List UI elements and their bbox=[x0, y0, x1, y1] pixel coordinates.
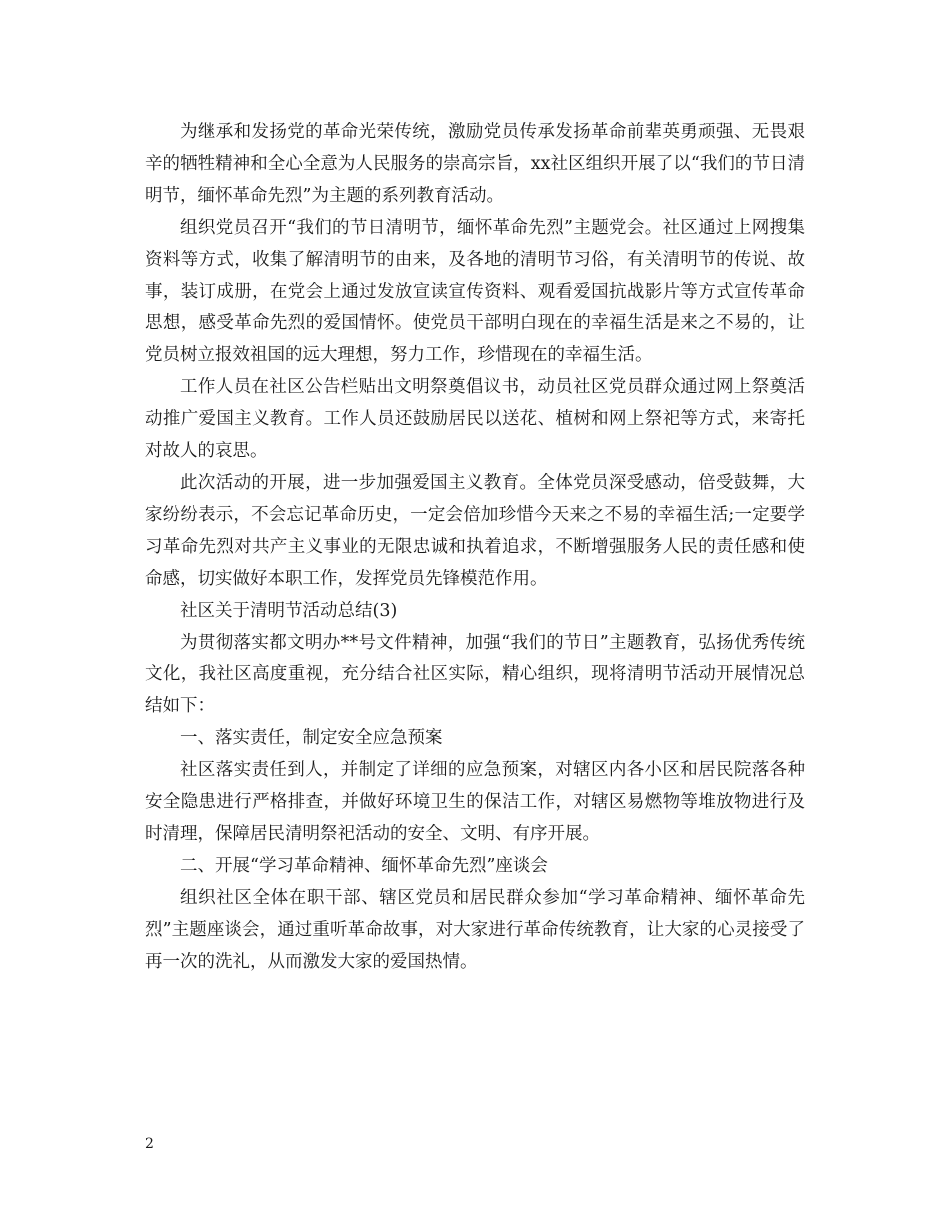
paragraph-summary-intro: 为贯彻落实都文明办**号文件精神，加强“我们的节日”主题教育，弘扬优秀传统文化，我社区高度重视，充分结合社区实际，精心组织，现将清明节活动开展情况总结如下： bbox=[145, 632, 805, 717]
paragraph-activity-effect: 此次活动的开展，进一步加强爱国主义教育。全体党员深受感动，倍受鼓舞，大家纷纷表示，不会忘记革命历史，一定会倍加珍惜今天来之不易的幸福生活;一定要学习革命先烈对共产主义事业的无限忠诚和执着追求，不断增强服务人民的责任感和使命感，切实做好本职工作，发挥党员先锋模范作用。 bbox=[145, 472, 805, 589]
section-title-summary-3: 社区关于清明节活动总结(3) bbox=[180, 600, 398, 621]
paragraph-symposium: 组织社区全体在职干部、辖区党员和居民群众参加“学习革命精神、缅怀革命先烈”主题座谈会，通过重听革命故事，对大家进行革命传统教育，让大家的心灵接受了再一次的洗礼，从而激发大家的爱国热情。 bbox=[145, 887, 805, 972]
heading-symposium: 二、开展“学习革命精神、缅怀革命先烈”座谈会 bbox=[180, 855, 548, 876]
paragraph-party-meeting: 组织党员召开“我们的节日清明节，缅怀革命先烈”主题党会。社区通过上网搜集资料等方式，收集了解清明节的由来，及各地的清明节习俗，有关清明节的传说、故事，装订成册，在党会上通过发放宣读宣传资料、观看爱国抗战影片等方式宣传革命思想，感受革命先烈的爱国情怀。使党员干部明白现在的幸福生活是来之不易的，让党员树立报效祖国的远大理想，努力工作，珍惜现在的幸福生活。 bbox=[145, 217, 805, 366]
paragraph-online-tribute: 工作人员在社区公告栏贴出文明祭奠倡议书，动员社区党员群众通过网上祭奠活动推广爱国主义教育。工作人员还鼓励居民以送花、植树和网上祭祀等方式，来寄托对故人的哀思。 bbox=[145, 377, 805, 462]
paragraph-safety-plan: 社区落实责任到人，并制定了详细的应急预案，对辖区内各小区和居民院落各种安全隐患进行严格排查，并做好环境卫生的保洁工作，对辖区易燃物等堆放物进行及时清理，保障居民清明祭祀活动的安全、文明、有序开展。 bbox=[145, 760, 805, 844]
page-number: 2 bbox=[145, 1136, 154, 1152]
paragraph-intro: 为继承和发扬党的革命光荣传统，激励党员传承发扬革命前辈英勇顽强、无畏艰辛的牺牲精神和全心全意为人民服务的崇高宗旨，xx社区组织开展了以“我们的节日清明节，缅怀革命先烈”为主题的系列教育活动。 bbox=[145, 122, 805, 206]
heading-safety-plan: 一、落实责任，制定安全应急预案 bbox=[180, 728, 443, 749]
document-body bbox=[145, 117, 805, 978]
